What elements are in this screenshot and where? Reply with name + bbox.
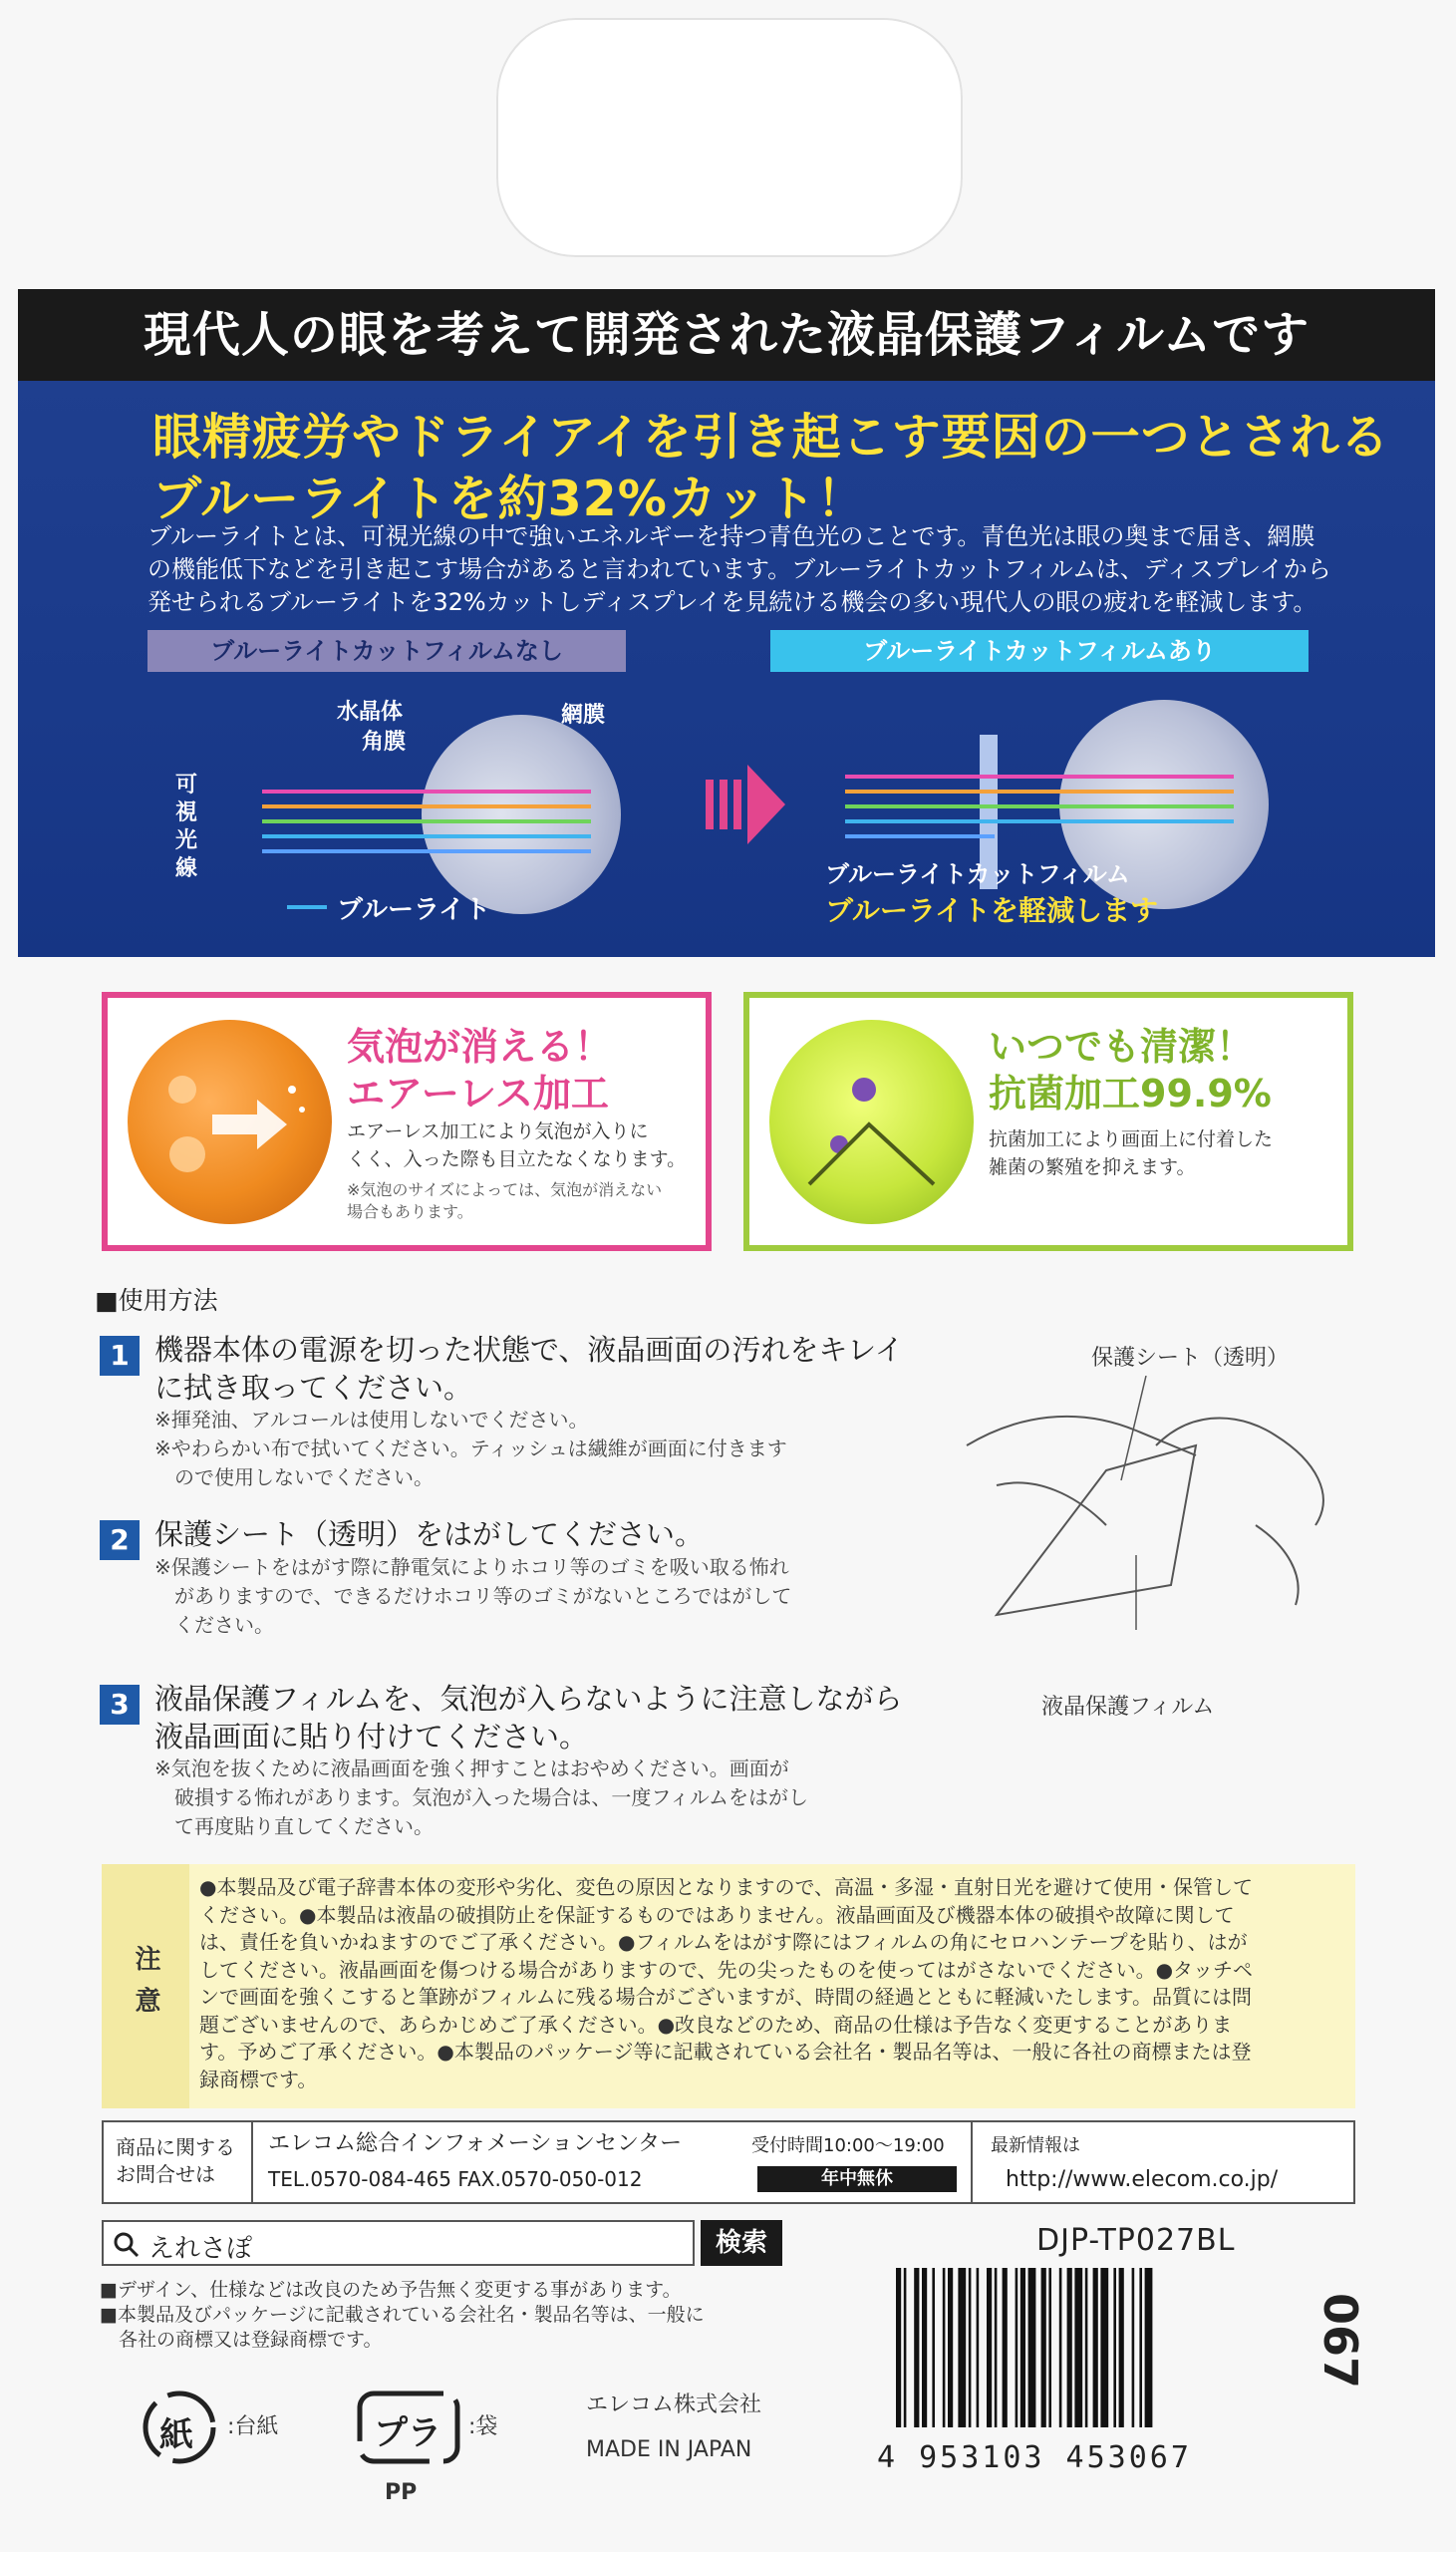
step-note-line: て再度貼り直してください。	[154, 1814, 434, 1838]
barcode-bar	[1074, 2268, 1082, 2427]
search-icon	[114, 2232, 140, 2258]
ray-orange	[262, 804, 591, 808]
caution-heading: 注意	[102, 1864, 189, 2108]
footnote-line: ■デザイン、仕様などは改良のため予告無く変更する事があります。	[100, 2279, 682, 2301]
caution-line: は、責任を負いかねますのでご了承ください。●フィルムをはがす際にはフィルムの角にセロハンテープを貼り、はが	[199, 1930, 1248, 1954]
caution-box	[102, 1864, 1355, 2108]
paper-recycle-icon	[140, 2388, 219, 2467]
barcode-number: 4 953103 453067	[877, 2440, 1192, 2475]
feature-title: 抗菌加工99.9%	[989, 1072, 1272, 1116]
eye-illustration-left	[422, 715, 621, 914]
barcode-bar	[904, 2268, 907, 2427]
feature-antibacterial	[743, 992, 1353, 1251]
footnotes	[100, 2278, 705, 2353]
barcode-bar	[969, 2268, 972, 2427]
side-code: 067	[1313, 2293, 1367, 2390]
feature-title: 気泡が消える！	[347, 1025, 613, 1069]
plastic-label: :袋	[468, 2414, 498, 2439]
step-note-line: ので使用しないでください。	[154, 1465, 434, 1489]
germ-icon	[769, 1020, 974, 1224]
barcode-bar	[987, 2268, 992, 2427]
step-text-line: 液晶画面に貼り付けてください。	[154, 1720, 589, 1754]
step-text	[154, 1515, 704, 1553]
blue-light-panel	[18, 381, 1435, 957]
step-note-line: がありますので、できるだけホコリ等のゴミがないところではがして	[154, 1584, 792, 1608]
label-film: ブルーライトカットフィルム	[825, 860, 1130, 888]
barcode-bar	[1016, 2268, 1019, 2427]
caution-line: ●本製品及び電子辞書本体の変形や劣化、変色の原因となりますので、高温・多湿・直射日光を避けて使用・保管して	[199, 1875, 1254, 1899]
top-banner: 現代人の眼を考えて開発された液晶保護フィルムです	[18, 289, 1435, 381]
barcode-bar	[1028, 2268, 1036, 2427]
contact-label-line: 商品に関する	[116, 2135, 235, 2159]
step-number: 3	[100, 1685, 140, 1725]
feature-body	[989, 1125, 1273, 1181]
feature-note-line: ※気泡のサイズによっては、気泡が消えない	[347, 1180, 663, 1199]
peeling-hand-illustration	[957, 1376, 1355, 1645]
barcode-bar	[943, 2268, 946, 2427]
label-blue-light: ブルーライト	[337, 895, 491, 925]
label-visible-light: 可視 光線	[175, 773, 198, 881]
feature-body-line: くく、入った際も目立たなくなります。	[347, 1148, 687, 1170]
barcode-bar	[1020, 2268, 1025, 2427]
label-cornea: 角膜	[362, 730, 407, 755]
label-reduces: ブルーライトを軽減します	[825, 894, 1159, 927]
feature-body-line: 抗菌加工により画面上に付着した	[989, 1128, 1274, 1150]
ray-cyan	[262, 834, 591, 838]
barcode-bar	[948, 2268, 953, 2427]
barcode-bar	[1059, 2268, 1062, 2427]
feature-body-line: エアーレス加工により気泡が入りに	[347, 1120, 649, 1142]
paper-label: :台紙	[227, 2414, 279, 2439]
search-input[interactable]	[102, 2220, 695, 2266]
ray-magenta	[845, 775, 1234, 779]
barcode-bar	[922, 2268, 927, 2427]
diagram-label-sheet: 保護シート（透明）	[1091, 1346, 1290, 1371]
step-text	[154, 1331, 904, 1407]
step-note-line: 破損する怖れがあります。気泡が入った場合は、一度フィルムをはがし	[154, 1785, 808, 1809]
desc-line: の機能低下などを引き起こす場合があると言われています。ブルーライトカットフィルムは、ディスプレイから	[147, 555, 1331, 583]
bubble-illustration	[128, 1020, 332, 1224]
step-note-line: ※保護シートをはがす際に静電気によりホコリ等のゴミを吸い取る怖れ	[154, 1555, 789, 1579]
barcode-bar	[1113, 2268, 1116, 2427]
caution-line: 題ございませんので、あらかじめご了承ください。●改良などのため、商品の仕様は予告なく変更することがありま	[199, 2012, 1233, 2037]
barcode	[892, 2268, 1281, 2457]
barcode-bar	[914, 2268, 919, 2427]
barcode-bar	[896, 2268, 901, 2427]
barcode-bar	[977, 2268, 980, 2427]
contact-label	[116, 2134, 235, 2188]
antibacterial-illustration	[769, 1020, 974, 1224]
ray-cyan	[845, 819, 1234, 823]
headline-line1: 眼精疲労やドライアイを引き起こす要因の一つとされる	[152, 409, 1390, 466]
legend-blue-swatch	[287, 905, 327, 909]
ray-blue	[262, 849, 591, 853]
caution-line: してください。液晶画面を傷つける場合がありますので、先の尖ったものを使ってはがさないでください。●タッチペ	[199, 1957, 1254, 1982]
plastic-material: PP	[385, 2480, 418, 2505]
ray-orange	[845, 790, 1234, 794]
caution-line: す。予めご了承ください。●本製品のパッケージ等に記載されている会社名・製品名等は、一般に各社の商標または登	[199, 2040, 1252, 2064]
step-number: 2	[100, 1520, 140, 1560]
feature-body-line: 雑菌の繁殖を抑えます。	[989, 1156, 1196, 1178]
step-note-line: ※やわらかい布で拭いてください。ティッシュは繊維が画面に付きます	[154, 1436, 787, 1460]
barcode-bar	[1119, 2268, 1124, 2427]
step-note-line: ※気泡を抜くために液晶画面を強く押すことはおやめください。画面が	[154, 1756, 789, 1780]
step-text-line: 液晶保護フィルムを、気泡が入らないように注意しながら	[154, 1682, 903, 1716]
step-number: 1	[100, 1336, 140, 1376]
plastic-recycle-icon	[354, 2388, 463, 2467]
plastic-mark-text: プラ	[374, 2413, 441, 2453]
made-in: MADE IN JAPAN	[586, 2437, 752, 2462]
business-hours: 受付時間10:00〜19:00	[751, 2135, 945, 2156]
barcode-bar	[1132, 2268, 1135, 2427]
step-note	[154, 1553, 791, 1640]
paper-mark-text: 紙	[159, 2415, 193, 2455]
feature-note	[347, 1179, 662, 1223]
contact-box	[102, 2120, 1355, 2204]
desc-line: ブルーライトとは、可視光線の中で強いエネルギーを持つ青色光のことです。青色光は眼の奥まで届き、網膜	[147, 522, 1315, 550]
feature-body	[347, 1117, 686, 1173]
barcode-bar	[1100, 2268, 1108, 2427]
barcode-bar	[995, 2268, 998, 2427]
barcode-bar	[932, 2268, 935, 2427]
usage-title: ■使用方法	[95, 1286, 218, 1315]
hang-hole	[496, 18, 963, 257]
label-with-film: ブルーライトカットフィルムあり	[770, 630, 1309, 672]
label-retina: 網膜	[561, 703, 606, 728]
phone-fax: TEL.0570-084-465 FAX.0570-050-012	[268, 2167, 643, 2191]
step-text-line: に拭き取ってください。	[154, 1371, 473, 1405]
info-center-name: エレコム総合インフォメーションセンター	[268, 2131, 683, 2156]
blue-light-description	[147, 520, 1353, 619]
barcode-bar	[1067, 2268, 1072, 2427]
barcode-bar	[1093, 2268, 1098, 2427]
caution-line: ください。●本製品は液晶の破損防止を保証するものではありません。液晶画面及び機器本体の破損や故障に関して	[199, 1902, 1235, 1927]
ray-green	[845, 804, 1234, 808]
divider	[251, 2122, 253, 2202]
feature-note-line: 場合もあります。	[347, 1202, 473, 1221]
latest-info-label: 最新情報は	[991, 2135, 1080, 2156]
step-note	[154, 1406, 787, 1492]
barcode-bar	[1048, 2268, 1051, 2427]
barcode-bar	[1041, 2268, 1046, 2427]
caution-line: 録商標です。	[199, 2067, 318, 2091]
divider	[971, 2122, 973, 2202]
bubble-arrow-icon	[128, 1020, 332, 1224]
barcode-bar	[1139, 2268, 1142, 2427]
step-note	[154, 1754, 808, 1841]
step-note-line: ※揮発油、アルコールは使用しないでください。	[154, 1408, 589, 1432]
ray-green	[262, 819, 591, 823]
barcode-bar	[1085, 2268, 1088, 2427]
footnote-line: ■本製品及びパッケージに記載されている会社名・製品名等は、一般に	[100, 2304, 705, 2326]
ray-magenta	[262, 790, 591, 794]
website-url[interactable]: http://www.elecom.co.jp/	[1006, 2167, 1279, 2192]
barcode-bar	[958, 2268, 966, 2427]
footnote-line: 各社の商標又は登録商標です。	[100, 2329, 383, 2351]
search-button[interactable]: 検索	[701, 2220, 782, 2266]
label-lens: 水晶体	[337, 700, 404, 725]
ray-blue-cut	[845, 834, 995, 838]
desc-line: 発せられるブルーライトを32%カットしディスプレイを見続ける機会の多い現代人の眼の疲れを軽減します。	[147, 588, 1317, 616]
search-query: えれさぽ	[148, 2234, 253, 2264]
caution-line: ンで画面を強くこすると筆跡がフィルムに残る場合がございますが、時間の経過とともに軽減いたします。品質には問	[199, 1985, 1252, 2009]
diagram-label-film: 液晶保護フィルム	[1041, 1695, 1215, 1720]
step-text	[154, 1680, 903, 1755]
step-text-line: 機器本体の電源を切った状態で、液晶画面の汚れをキレイ	[154, 1333, 904, 1367]
barcode-bar	[1003, 2268, 1008, 2427]
company-name: エレコム株式会社	[586, 2392, 762, 2417]
step-text-line: 保護シート（透明）をはがしてください。	[154, 1517, 705, 1551]
caution-body	[199, 1874, 1345, 2093]
arrow-right-icon	[706, 760, 785, 849]
step-note-line: ください。	[154, 1613, 274, 1637]
model-number: DJP-TP027BL	[1036, 2223, 1236, 2258]
open-all-year-badge: 年中無休	[757, 2166, 957, 2192]
headline-line2: ブルーライトを約32%カット！	[152, 471, 867, 527]
label-without-film: ブルーライトカットフィルムなし	[147, 630, 626, 672]
contact-label-line: お問合せは	[116, 2162, 215, 2186]
feature-title: エアーレス加工	[347, 1072, 609, 1116]
feature-title: いつでも清潔！	[989, 1025, 1255, 1069]
feature-airless	[102, 992, 712, 1251]
barcode-bar	[1145, 2268, 1153, 2427]
